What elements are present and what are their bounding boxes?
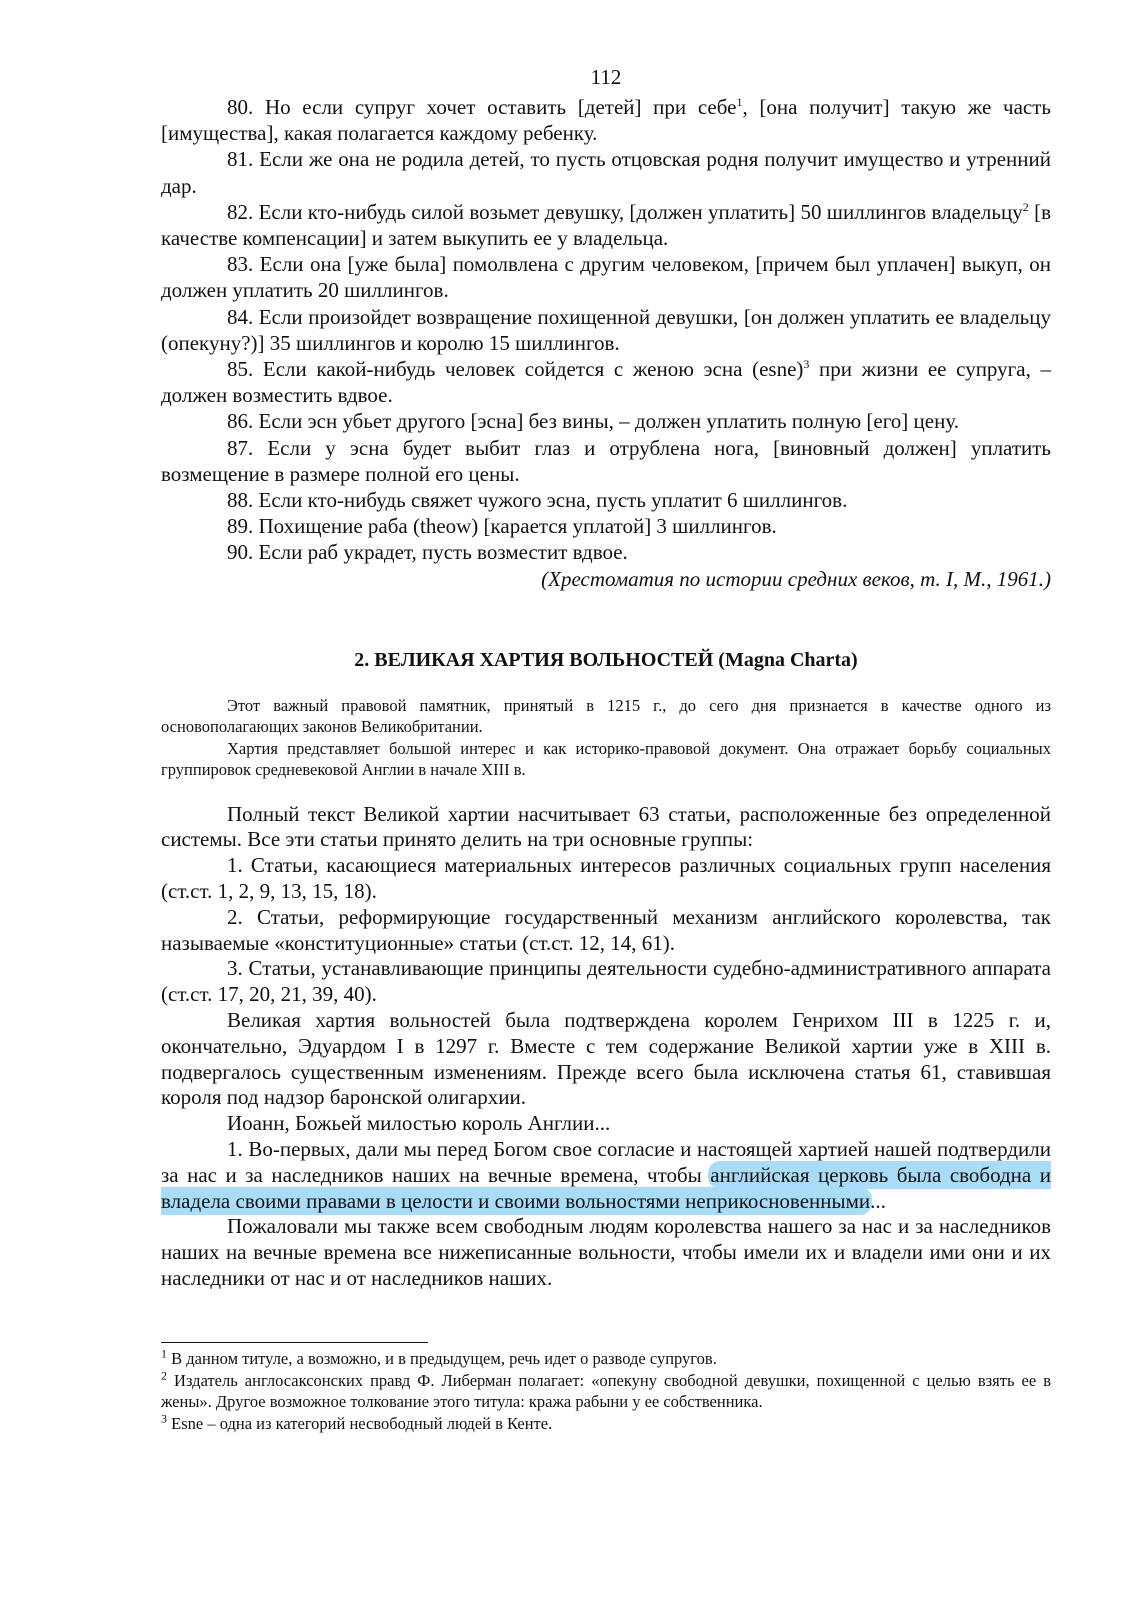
footnote-divider — [161, 1342, 428, 1343]
document-page — [161, 62, 1051, 1435]
footnote-3: $^3$ Esne – одна из категорий несвободный людей в Кенте. — [161, 1411, 553, 1434]
article-85: 85. Если какой-нибудь человек сойдется с женою эсна (esne)$^3$ при жизни ее супруга, – должен возместить вдвое. — [161, 357, 1051, 408]
article-86: 86. Если эсн убьет другого [эсна] без вины, – должен уплатить полную [его] цену. — [227, 409, 959, 434]
section-body — [161, 802, 1051, 1292]
body-paragraph-1: Полный текст Великой хартии насчитывает 63 статьи, расположенные без определенной системы. Все эти статьи принято делить на три основные группы: — [161, 801, 1051, 852]
article-82: 82. Если кто-нибудь силой возьмет девушку, [должен уплатить] 50 шиллингов владельцу$^2$ [в качестве компенсации] и затем выкупить ее у владельца. — [161, 199, 1051, 251]
law-articles — [161, 94, 1051, 566]
article-89: 89. Похищение раба (theow) [карается уплатой] 3 шиллингов. — [227, 514, 777, 539]
article-87: 87. Если у эсна будет выбит глаз и отрублена нога, [виновный должен] уплатить возмещение в размере полной его цены. — [161, 435, 1051, 486]
article-88: 88. Если кто-нибудь свяжет чужого эсна, пусть уплатит 6 шиллингов. — [227, 488, 848, 513]
article-81: 81. Если же она не родила детей, то пусть отцовская родня получит имущество и утренний дар. — [161, 147, 1051, 198]
section-title: 2. ВЕЛИКАЯ ХАРТИЯ ВОЛЬНОСТЕЙ (Magna Charta) — [354, 648, 858, 671]
page-number: 112 — [590, 65, 622, 89]
section-intro — [161, 695, 1051, 781]
footnote-ref-3[interactable]: 3 — [803, 357, 810, 372]
body-paragraph-5: Великая хартия вольностей была подтверждена королем Генрихом III в 1225 г. и, окончательно, Эдуардом I в 1297 г. Вместе с тем содержание Великой хартии уже в XIII в. подвергалось существенным изменениям. Прежде всего была исключена статья 61, ставившая короля под надзор баронской олигархии. — [161, 1008, 1051, 1110]
footnote-1: $^1$ В данном титуле, а возможно, и в предыдущем, речь идет о разводе супругов. — [161, 1346, 717, 1368]
body-paragraph-4: 3. Статьи, устанавливающие принципы деятельности судебно-административного аппарата (ст.ст. 17, 20, 21, 39, 40). — [161, 956, 1051, 1007]
closing-paragraph: Пожаловали мы также всем свободным людям королевства нашего за нас и за наследников наших на вечные времена все нижеписанные вольности, чтобы имели их и владели ими они и их наследники от нас и от наследников наших. — [161, 1214, 1051, 1290]
charter-article-1: 1. Во-первых, дали мы перед Богом свое согласие и настоящей хартией нашей подтвердили за нас и за наследников наших на вечные времена, чтобы английская церковь была свободна и владела своими правами в целости и своими вольностями неприкосновенными... — [161, 1137, 1051, 1213]
footnote-ref-1[interactable]: 1 — [736, 95, 743, 109]
highlighted-text[interactable]: английская церковь была свободна и владела своими правами в целости и своими вольностями неприкосновенными — [161, 1162, 1051, 1213]
article-83: 83. Если она [уже была] помолвлена с другим человеком, [причем был уплачен] выкуп, он должен уплатить 20 шиллингов. — [161, 252, 1051, 303]
body-paragraph-6: Иоанн, Божьей милостью король Англии... — [227, 1111, 611, 1136]
intro-paragraph-1: Этот важный правовой памятник, принятый в 1215 г., до сего дня признается в качестве одного из основополагающих законов Великобритании. — [161, 695, 1051, 737]
body-paragraph-3: 2. Статьи, реформирующие государственный механизм английского королевства, так называемые «конституционные» статьи (ст.ст. 12, 14, 61). — [161, 904, 1051, 955]
article-90: 90. Если раб украдет, пусть возместит вдвое. — [227, 540, 628, 565]
source-citation: (Хрестоматия по истории средних веков, т. I, М., 1961.) — [541, 566, 1051, 591]
footnote-ref-2[interactable]: 2 — [1022, 199, 1029, 214]
article-84: 84. Если произойдет возвращение похищенной девушки, [он должен уплатить ее владельцу (опекуну?)] 35 шиллингов и королю 15 шиллингов. — [161, 304, 1051, 355]
footnote-2: $^2$ Издатель англосаксонских правд Ф. Либерман полагает: «опекуну свободной девушки, похищенной с целью взять ее в жены». Другое возможное толкование этого титула: кража рабыни у ее собственника. — [161, 1368, 1051, 1412]
footnotes — [161, 1348, 1051, 1435]
body-paragraph-2: 1. Статьи, касающиеся материальных интересов различных социальных групп населения (ст.ст. 1, 2, 9, 13, 15, 18). — [161, 853, 1051, 904]
article-80: 80. Но если супруг хочет оставить [детей] при себе$^1$, [она получит] такую же часть [имущества], какая полагается каждому ребенку. — [161, 95, 1051, 146]
intro-paragraph-2: Хартия представляет большой интерес и как историко-правовой документ. Она отражает борьбу социальных группировок средневековой Англии в начале XIII в. — [161, 738, 1051, 780]
